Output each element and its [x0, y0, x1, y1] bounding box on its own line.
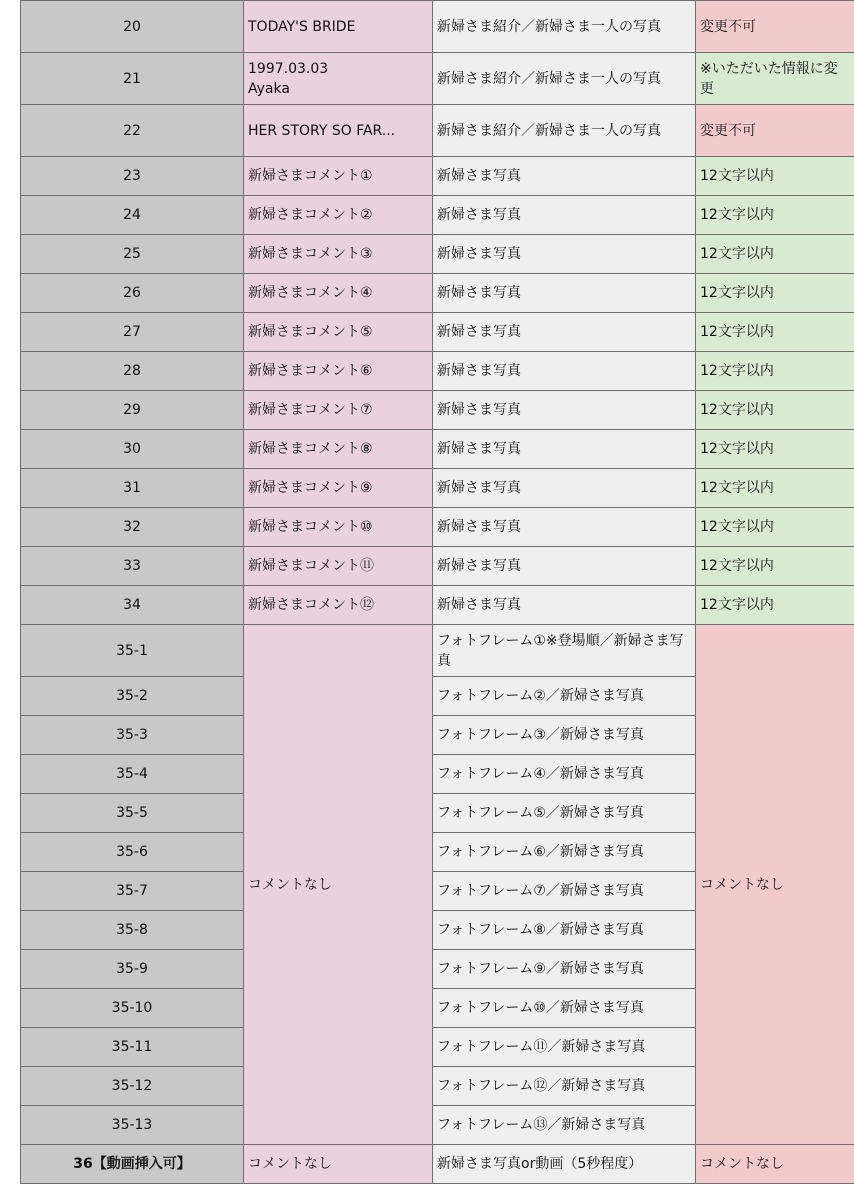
row-number-cell: 35-5 [21, 794, 244, 833]
edit-rule-cell: 12文字以内 [696, 508, 854, 547]
scene-list-body [21, 1, 854, 1184]
row-number-cell: 35-9 [21, 950, 244, 989]
row-number-cell: 20 [21, 1, 244, 53]
scene-cell: 新婦さま紹介／新婦さま一人の写真 [433, 105, 696, 157]
text-content-cell: 新婦さまコメント⑤ [244, 313, 433, 352]
text-content-cell: TODAY'S BRIDE [244, 1, 433, 53]
row-number-cell: 36【動画挿入可】 [21, 1145, 244, 1184]
text-content-cell: 新婦さまコメント⑫ [244, 586, 433, 625]
row-number-cell: 32 [21, 508, 244, 547]
text-content-cell: 新婦さまコメント⑪ [244, 547, 433, 586]
text-content-cell: 新婦さまコメント⑨ [244, 469, 433, 508]
scene-cell: 新婦さま写真 [433, 469, 696, 508]
text-content-cell: HER STORY SO FAR... [244, 105, 433, 157]
row-number-cell: 35-7 [21, 872, 244, 911]
scene-cell: 新婦さま写真 [433, 586, 696, 625]
scene-cell: フォトフレーム⑨／新婦さま写真 [433, 950, 696, 989]
scene-cell: 新婦さま写真 [433, 196, 696, 235]
scene-cell: 新婦さま写真 [433, 352, 696, 391]
row-number-cell: 35-13 [21, 1106, 244, 1145]
table-row [21, 105, 854, 157]
scene-cell: 新婦さま写真 [433, 391, 696, 430]
row-number-cell: 24 [21, 196, 244, 235]
scene-cell: フォトフレーム⑥／新婦さま写真 [433, 833, 696, 872]
text-content-cell: 新婦さまコメント① [244, 157, 433, 196]
row-number-cell: 23 [21, 157, 244, 196]
table-row [21, 391, 854, 430]
table-row [21, 1145, 854, 1184]
table-row [21, 625, 854, 677]
scene-cell: 新婦さま写真 [433, 430, 696, 469]
table-row [21, 586, 854, 625]
edit-rule-cell: 12文字以内 [696, 313, 854, 352]
edit-rule-cell: 12文字以内 [696, 391, 854, 430]
row-number-cell: 26 [21, 274, 244, 313]
table-row [21, 235, 854, 274]
text-content-cell: 1997.03.03 Ayaka [244, 53, 433, 105]
scene-cell: フォトフレーム⑫／新婦さま写真 [433, 1067, 696, 1106]
row-number-cell: 33 [21, 547, 244, 586]
table-row [21, 274, 854, 313]
row-number-cell: 35-8 [21, 911, 244, 950]
table-row [21, 469, 854, 508]
row-number-cell: 35-11 [21, 1028, 244, 1067]
edit-rule-cell: ※いただいた情報に変更 [696, 53, 854, 105]
scene-cell: フォトフレーム⑬／新婦さま写真 [433, 1106, 696, 1145]
edit-rule-cell: 変更不可 [696, 105, 854, 157]
scene-cell: 新婦さま写真 [433, 508, 696, 547]
merged-text-content-cell: コメントなし [244, 625, 433, 1145]
table-row [21, 313, 854, 352]
merged-edit-rule-cell: コメントなし [696, 625, 854, 1145]
row-number-cell: 29 [21, 391, 244, 430]
scene-cell: フォトフレーム④／新婦さま写真 [433, 755, 696, 794]
scene-cell: フォトフレーム③／新婦さま写真 [433, 716, 696, 755]
text-content-cell: 新婦さまコメント⑥ [244, 352, 433, 391]
row-number-cell: 35-12 [21, 1067, 244, 1106]
row-number-cell: 35-1 [21, 625, 244, 677]
scene-cell: 新婦さま写真 [433, 235, 696, 274]
row-number-cell: 21 [21, 53, 244, 105]
scene-cell: フォトフレーム②／新婦さま写真 [433, 677, 696, 716]
row-number-cell: 30 [21, 430, 244, 469]
row-number-cell: 34 [21, 586, 244, 625]
row-number-cell: 31 [21, 469, 244, 508]
scene-cell: フォトフレーム⑦／新婦さま写真 [433, 872, 696, 911]
edit-rule-cell: 12文字以内 [696, 586, 854, 625]
row-number-cell: 35-6 [21, 833, 244, 872]
table-row [21, 53, 854, 105]
edit-rule-cell: 変更不可 [696, 1, 854, 53]
scene-cell: フォトフレーム⑪／新婦さま写真 [433, 1028, 696, 1067]
text-content-cell: 新婦さまコメント⑧ [244, 430, 433, 469]
table-row [21, 352, 854, 391]
scene-cell: 新婦さま写真 [433, 157, 696, 196]
scene-list-table [20, 0, 854, 1184]
scene-cell: 新婦さま紹介／新婦さま一人の写真 [433, 1, 696, 53]
table-row [21, 157, 854, 196]
scene-cell: 新婦さま紹介／新婦さま一人の写真 [433, 53, 696, 105]
text-content-cell: 新婦さまコメント⑩ [244, 508, 433, 547]
scene-cell: 新婦さま写真 [433, 547, 696, 586]
row-number-cell: 35-4 [21, 755, 244, 794]
edit-rule-cell: 12文字以内 [696, 196, 854, 235]
text-content-cell: コメントなし [244, 1145, 433, 1184]
edit-rule-cell: 12文字以内 [696, 157, 854, 196]
row-number-cell: 25 [21, 235, 244, 274]
scene-cell: フォトフレーム⑩／新婦さま写真 [433, 989, 696, 1028]
table-row [21, 508, 854, 547]
row-number-cell: 35-10 [21, 989, 244, 1028]
row-number-cell: 27 [21, 313, 244, 352]
row-number-cell: 22 [21, 105, 244, 157]
edit-rule-cell: 12文字以内 [696, 547, 854, 586]
text-content-cell: 新婦さまコメント⑦ [244, 391, 433, 430]
scene-cell: 新婦さま写真or動画（5秒程度） [433, 1145, 696, 1184]
scene-cell: フォトフレーム⑧／新婦さま写真 [433, 911, 696, 950]
table-row [21, 196, 854, 235]
text-content-cell: 新婦さまコメント④ [244, 274, 433, 313]
text-content-cell: 新婦さまコメント③ [244, 235, 433, 274]
edit-rule-cell: コメントなし [696, 1145, 854, 1184]
scene-cell: フォトフレーム①※登場順／新婦さま写真 [433, 625, 696, 677]
edit-rule-cell: 12文字以内 [696, 274, 854, 313]
scene-cell: フォトフレーム⑤／新婦さま写真 [433, 794, 696, 833]
table-row [21, 547, 854, 586]
edit-rule-cell: 12文字以内 [696, 235, 854, 274]
table-row [21, 1, 854, 53]
edit-rule-cell: 12文字以内 [696, 352, 854, 391]
row-number-cell: 28 [21, 352, 244, 391]
scene-cell: 新婦さま写真 [433, 313, 696, 352]
edit-rule-cell: 12文字以内 [696, 430, 854, 469]
row-number-cell: 35-3 [21, 716, 244, 755]
row-number-cell: 35-2 [21, 677, 244, 716]
scene-cell: 新婦さま写真 [433, 274, 696, 313]
edit-rule-cell: 12文字以内 [696, 469, 854, 508]
table-row [21, 430, 854, 469]
text-content-cell: 新婦さまコメント② [244, 196, 433, 235]
